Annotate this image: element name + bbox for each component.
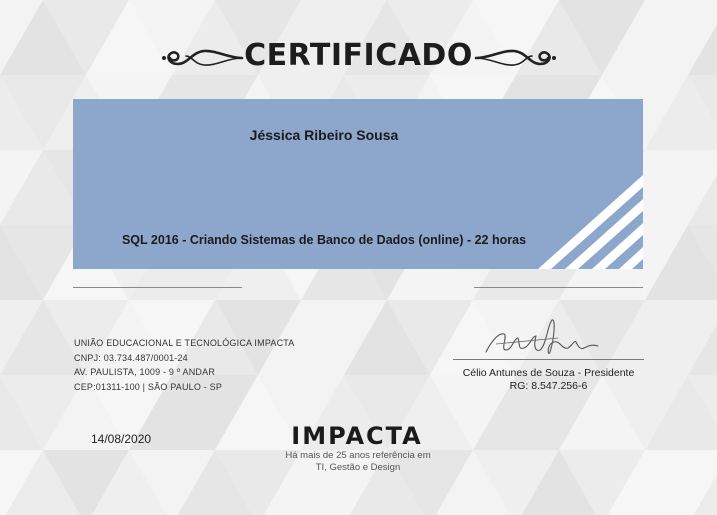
certificate-title: CERTIFICADO	[244, 38, 473, 73]
institution-info	[74, 336, 295, 394]
course-name: SQL 2016 - Criando Sistemas de Banco de Dados (online) - 22 horas	[121, 233, 527, 247]
institution-cnpj: CNPJ: 03.734.487/0001-24	[74, 352, 188, 363]
signer-rg: RG: 8.547.256-6	[509, 380, 588, 392]
signer-name: Célio Antunes de Souza - Presidente	[462, 367, 635, 379]
tagline-line-1: Há mais de 25 anos referência em	[285, 450, 431, 461]
institution-city: CEP:01311-100 | SÃO PAULO - SP	[74, 381, 223, 392]
handwritten-signature	[476, 314, 606, 364]
signer-info	[453, 367, 644, 393]
flourish-ornament-right	[474, 44, 560, 72]
logo-tagline	[250, 450, 466, 474]
svg-text:IMPACTA: IMPACTA	[291, 422, 423, 448]
divider-right	[474, 287, 643, 288]
institution-address: AV. PAULISTA, 1009 - 9 º ANDAR	[74, 367, 216, 377]
student-name: Jéssica Ribeiro Sousa	[249, 127, 399, 143]
signature-line	[453, 359, 644, 360]
issue-date: 14/08/2020	[91, 432, 152, 446]
institution-name: UNIÃO EDUCACIONAL E TECNOLÓGICA IMPACTA	[74, 338, 295, 348]
impacta-logo	[272, 422, 442, 448]
tagline-line-2: TI, Gestão e Design	[315, 462, 401, 473]
certificate-panel	[73, 99, 643, 269]
divider-left	[73, 287, 242, 288]
